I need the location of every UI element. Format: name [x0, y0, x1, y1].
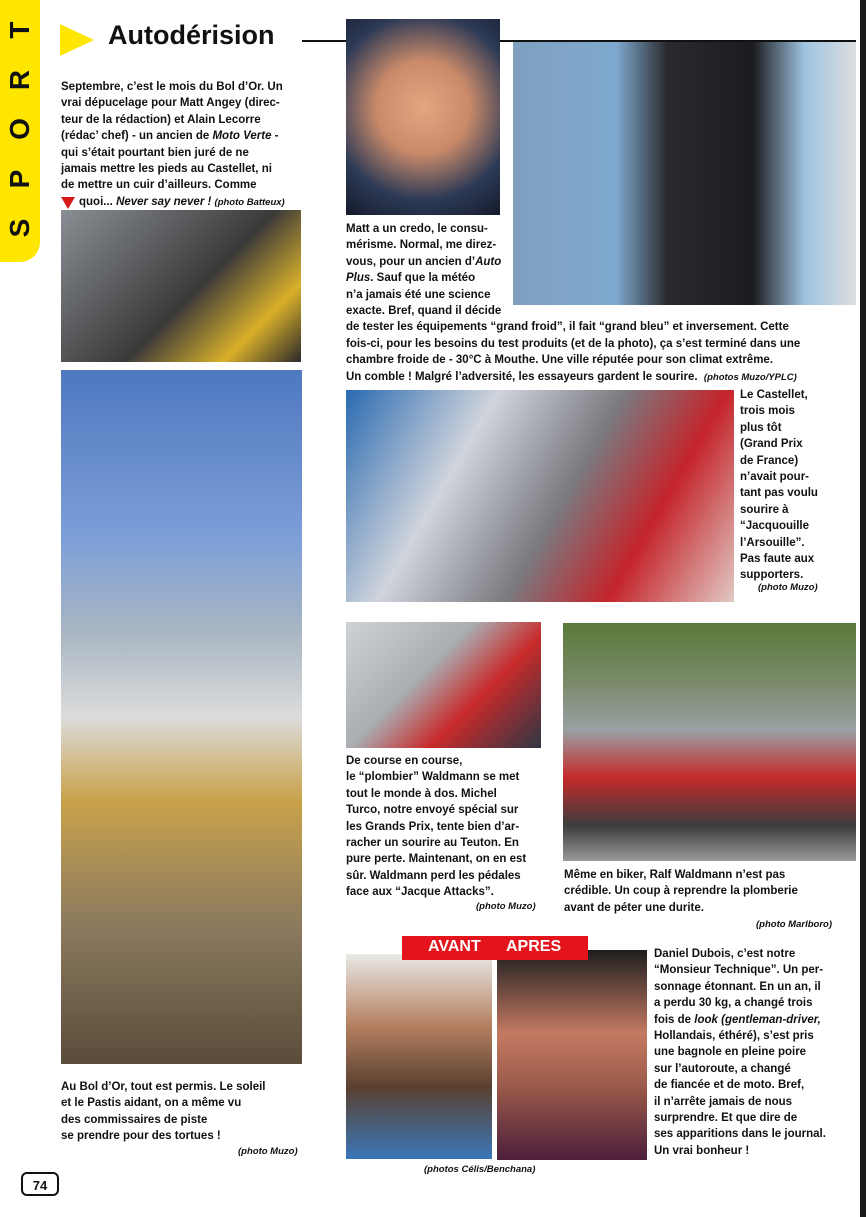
red-arrow-icon [61, 197, 75, 209]
photo-credit: (photo Marlboro) [756, 919, 832, 930]
photo-two-men [61, 210, 301, 362]
photo-credit: (photo Muzo) [758, 582, 818, 593]
page-title: Autodérision [108, 20, 275, 50]
photo-credit: (photos Muzo/YPLC) [703, 371, 797, 383]
intro-text: Septembre, c’est le mois du Bol d’Or. Un vrai dépucelage pour Matt Angey (direc- teur de la rédaction) et Alain Lecorre (rédac’ chef) - un ancien de Moto Verte - qui s’était pourtant bien juré de ne jamais mettre les pieds au Castellet, ni de mettre un cuir d’ailleurs. Comme quoi... Never say never ! (photo Batteux) [61, 81, 285, 208]
biker-caption: Même en biker, Ralf Waldmann n’est pas crédible. Un coup à reprendre la plomberie avant de péter une durite. [564, 869, 798, 914]
section-letter: P [4, 169, 35, 189]
photo-dubois-before [346, 954, 492, 1159]
title-rule [302, 40, 346, 42]
play-arrow-icon [60, 24, 94, 56]
castellet-caption: Le Castellet, trois mois plus tôt (Grand Prix de France) n’avait pour- tant pas voulu sourire à “Jacquouille l’Arsouille”. Pas faute aux supporters. [740, 389, 818, 582]
page-edge [860, 0, 866, 1217]
avant-apres-banner [402, 936, 588, 960]
page-number: 74 [21, 1172, 59, 1196]
avant-label: AVANT [428, 938, 481, 955]
section-letter: O [4, 118, 35, 140]
photo-credit: (photo Batteux) [214, 196, 285, 208]
bol-caption: Au Bol d’Or, tout est permis. Le soleil et le Pastis aidant, on a même vu des commissaires de piste se prendre pour des tortues ! [61, 1081, 266, 1143]
section-letter: R [4, 69, 35, 91]
photo-credit: (photo Muzo) [476, 901, 536, 912]
photo-credit: (photo Muzo) [238, 1146, 298, 1157]
section-letter: S [4, 218, 35, 238]
matt-caption: Matt a un credo, le consu- mérisme. Normal, me direz- vous, pour un ancien d’Auto Plus. Sauf que la météo n’a jamais été une science exacte. Bref, quand il décide de tester les équipements “grand froid”, il fait “grand bleu” et inversement. Cette fois-ci, pour les besoins du test produits (et de la photo), ça s’est terminé dans une chambre froide de - 30°C à Mouthe. Une ville réputée pour son climat extrême. Un comble ! Malgré l’adversité, les essayeurs gardent le sourire. (photos Muzo/YPLC) [346, 223, 801, 383]
photo-marshals [61, 370, 302, 1064]
photo-matt-portrait [346, 19, 500, 215]
apres-label: APRES [506, 938, 562, 955]
photo-waldmann-helmet [346, 622, 541, 748]
photo-painted-fresco [346, 390, 734, 602]
section-letter: T [4, 21, 35, 39]
photo-credit: (photos Célis/Benchana) [424, 1164, 536, 1175]
waldmann-caption: De course en course, le “plombier” Waldmann se met tout le monde à dos. Michel Turco, notre envoyé spécial sur les Grands Prix, tente bien d’ar- racher un sourire au Teuton. En pure perte. Maintenant, on en est sûr. Waldmann perd les pédales face aux “Jacque Attacks”. [346, 755, 527, 899]
photo-biker [563, 623, 856, 861]
dubois-caption: Daniel Dubois, c’est notre “Monsieur Technique”. Un per- sonnage étonnant. En un an, il a perdu 30 kg, a changé trois fois de look (gentleman-driver, Hollandais, éthéré), s’est pris une bagnole en pleine poire sur l’autoroute, a changé de fiancée et de moto. Bref, il n’arrête jamais de nous surprendre. Et que dire de ses apparitions dans le journal. Un vrai bonheur ! [654, 948, 826, 1157]
photo-dubois-after [497, 950, 647, 1160]
